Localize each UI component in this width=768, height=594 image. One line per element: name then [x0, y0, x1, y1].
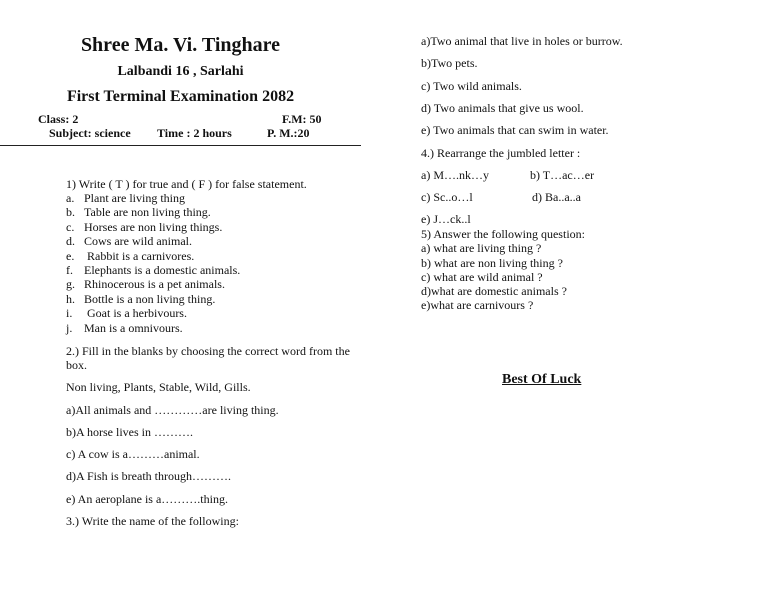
q2-item-e: e) An aeroplane is a……….thing. [66, 492, 228, 506]
school-name: Shree Ma. Vi. Tinghare [80, 34, 281, 56]
q5-item-b: b) what are non living thing ? [421, 256, 563, 270]
q3-item-a: a)Two animal that live in holes or burrow. [421, 34, 623, 48]
q4-item-c: c) Sc..o…l [421, 190, 473, 204]
q2-item-b: b)A horse lives in ………. [66, 425, 193, 439]
q1-item-text: Rhinocerous is a pet animals. [84, 277, 225, 291]
q3-item-e: e) Two animals that can swim in water. [421, 123, 609, 137]
class-label: Class: 2 [38, 112, 79, 126]
q1-item-label: h. [66, 292, 75, 306]
q2-item-a: a)All animals and …………are living thing. [66, 403, 279, 417]
q5-item-a: a) what are living thing ? [421, 241, 542, 255]
q3-title: 3.) Write the name of the following: [66, 514, 239, 528]
exam-title: First Terminal Examination 2082 [66, 88, 295, 105]
q2-word-box: Non living, Plants, Stable, Wild, Gills. [66, 380, 251, 394]
q2-title-cont: box. [66, 358, 87, 372]
q5-item-d: d)what are domestic animals ? [421, 284, 567, 298]
q1-item-label: i. [66, 306, 73, 320]
q1-item-text: Man is a omnivours. [84, 321, 183, 335]
q3-item-d: d) Two animals that give us wool. [421, 101, 584, 115]
q1-item-label: b. [66, 205, 75, 219]
q1-item-label: j. [66, 321, 73, 335]
q1-item-text: Bottle is a non living thing. [84, 292, 216, 306]
q2-item-c: c) A cow is a………animal. [66, 447, 200, 461]
q1-title: 1) Write ( T ) for true and ( F ) for false statement. [66, 177, 307, 191]
pass-marks: P. M.:20 [267, 126, 310, 140]
q1-item-text: Rabbit is a carnivores. [84, 249, 195, 263]
header-divider [0, 145, 361, 146]
q3-item-b: b)Two pets. [421, 56, 478, 70]
school-address: Lalbandi 16 , Sarlahi [117, 64, 244, 79]
q1-item-label: f. [66, 263, 73, 277]
q5-item-c: c) what are wild animal ? [421, 270, 543, 284]
q1-item-text: Plant are living thing [84, 191, 185, 205]
q4-item-e: e) J…ck..l [421, 212, 471, 226]
full-marks: F.M: 50 [282, 112, 322, 126]
q2-title: 2.) Fill in the blanks by choosing the correct word from the [66, 344, 350, 358]
q5-title: 5) Answer the following question: [421, 227, 585, 241]
subject-label: Subject: science [49, 126, 131, 140]
q1-item-text: Goat is a herbivours. [84, 306, 187, 320]
q5-item-e: e)what are carnivours ? [421, 298, 534, 312]
q1-item-label: g. [66, 277, 75, 291]
q1-item-text: Elephants is a domestic animals. [84, 263, 241, 277]
q1-item-text: Cows are wild animal. [84, 234, 192, 248]
q4-title: 4.) Rearrange the jumbled letter : [421, 146, 581, 160]
q2-item-d: d)A Fish is breath through………. [66, 469, 231, 483]
q1-item-label: a. [66, 191, 75, 205]
q3-item-c: c) Two wild animals. [421, 79, 522, 93]
q1-item-text: Table are non living thing. [84, 205, 211, 219]
q1-item-label: d. [66, 234, 75, 248]
time-label: Time : 2 hours [157, 126, 232, 140]
q4-item-b: b) T…ac…er [530, 168, 595, 182]
q4-item-d: d) Ba..a..a [532, 190, 581, 204]
best-of-luck: Best Of Luck [502, 372, 582, 387]
q4-item-a: a) M….nk…y [421, 168, 489, 182]
q1-item-label: c. [66, 220, 75, 234]
q1-item-text: Horses are non living things. [84, 220, 223, 234]
q1-item-label: e. [66, 249, 75, 263]
